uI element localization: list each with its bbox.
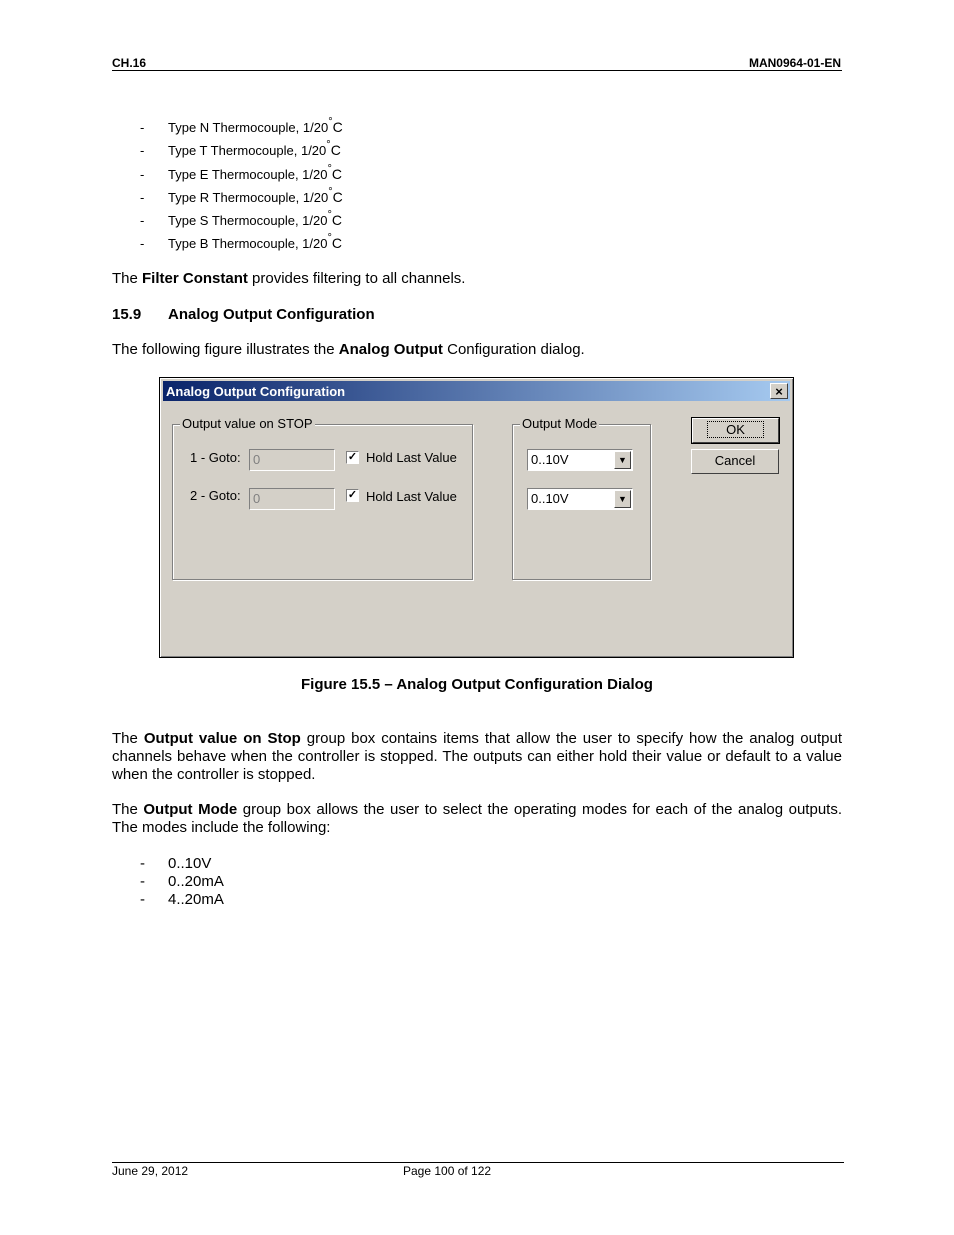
list-item: Type E Thermocouple, 1/20°C bbox=[168, 163, 342, 182]
list-item: Type N Thermocouple, 1/20°C bbox=[168, 116, 343, 135]
list-item: Type B Thermocouple, 1/20°C bbox=[168, 232, 342, 251]
footer-date: June 29, 2012 bbox=[112, 1164, 189, 1178]
header-chapter: CH.16 bbox=[112, 56, 147, 70]
list-item: 4..20mA bbox=[168, 891, 224, 908]
output-mode-group-label: Output Mode bbox=[522, 416, 598, 431]
hold1-label: Hold Last Value bbox=[366, 450, 457, 465]
analog-output-dialog bbox=[159, 377, 794, 658]
section-number: 15.9 bbox=[112, 306, 142, 323]
output-stop-group-label: Output value on STOP bbox=[182, 416, 313, 431]
list-dash: - bbox=[140, 855, 145, 872]
header-doc-number: MAN0964-01-EN bbox=[748, 56, 841, 70]
list-dash: - bbox=[140, 120, 145, 135]
mode2-select[interactable] bbox=[527, 488, 633, 510]
goto1-input[interactable]: 0 bbox=[249, 449, 335, 471]
figure-caption: Figure 15.5 – Analog Output Configuration Dialog bbox=[301, 676, 653, 693]
list-dash: - bbox=[140, 143, 145, 158]
intro-paragraph: The following figure illustrates the Analog Output Configuration dialog. bbox=[112, 341, 585, 358]
list-dash: - bbox=[140, 873, 145, 890]
chevron-down-icon[interactable]: ▼ bbox=[614, 451, 631, 469]
header-rule bbox=[112, 70, 842, 71]
filter-paragraph: The Filter Constant provides filtering to all channels. bbox=[112, 270, 466, 287]
ok-button[interactable]: OK bbox=[692, 418, 779, 443]
goto1-label: 1 - Goto: bbox=[190, 450, 241, 465]
dialog-title: Analog Output Configuration bbox=[166, 384, 346, 399]
hold1-checkbox[interactable]: ✓ bbox=[347, 451, 358, 463]
mode2-value: 0..10V bbox=[531, 491, 569, 506]
list-dash: - bbox=[140, 213, 145, 228]
footer-rule bbox=[112, 1162, 844, 1163]
list-dash: - bbox=[140, 236, 145, 251]
list-dash: - bbox=[140, 891, 145, 908]
stop-paragraph: The Output value on Stop group box contains items that allow the user to specify how the analog output channels behave when the controller is stopped. The outputs can either hold their value or default to a value when the controller is stopped. bbox=[112, 730, 843, 783]
section-title: Analog Output Configuration bbox=[168, 306, 375, 323]
mode1-select[interactable] bbox=[527, 449, 633, 471]
mode1-value: 0..10V bbox=[531, 452, 569, 467]
goto2-input[interactable]: 0 bbox=[249, 488, 335, 510]
chevron-down-icon[interactable]: ▼ bbox=[614, 490, 631, 508]
hold2-checkbox[interactable]: ✓ bbox=[347, 489, 358, 501]
list-dash: - bbox=[140, 167, 145, 182]
list-item: Type S Thermocouple, 1/20°C bbox=[168, 209, 342, 228]
dialog-title-bar bbox=[163, 381, 790, 401]
mode-paragraph: The Output Mode group box allows the user to select the operating modes for each of the analog outputs. The modes include the following: bbox=[112, 801, 842, 836]
cancel-button[interactable]: Cancel bbox=[691, 449, 779, 474]
footer-page: Page 100 of 122 bbox=[403, 1164, 492, 1178]
hold2-label: Hold Last Value bbox=[366, 489, 457, 504]
list-item: 0..20mA bbox=[168, 873, 224, 890]
list-item: 0..10V bbox=[168, 855, 212, 872]
list-item: Type R Thermocouple, 1/20°C bbox=[168, 186, 343, 205]
list-dash: - bbox=[140, 190, 145, 205]
goto2-label: 2 - Goto: bbox=[190, 488, 241, 503]
list-item: Type T Thermocouple, 1/20°C bbox=[168, 139, 341, 158]
close-icon[interactable]: × bbox=[770, 383, 788, 399]
